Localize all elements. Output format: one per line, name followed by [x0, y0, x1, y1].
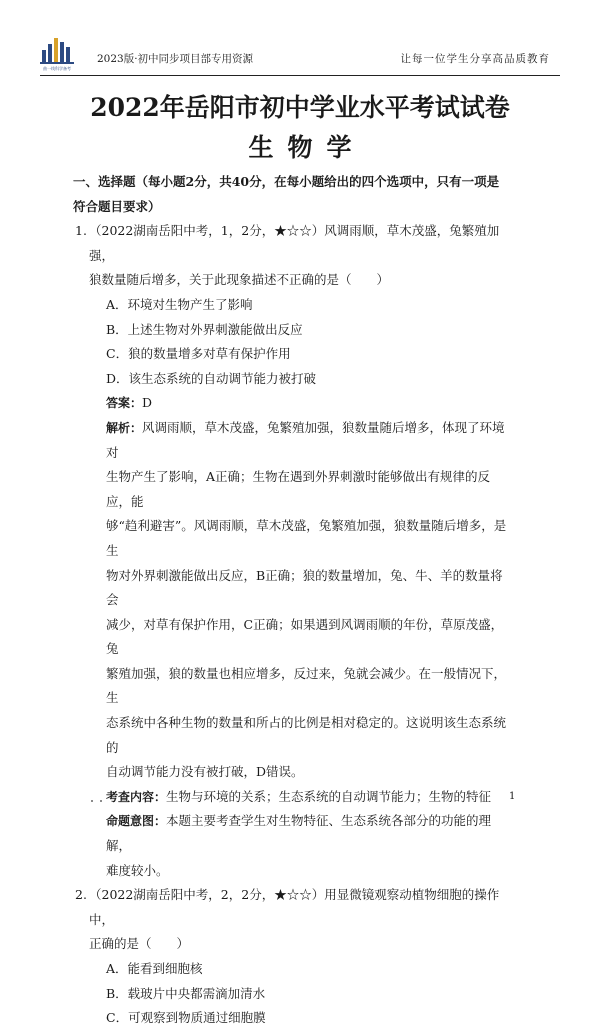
question-stem-line: （2022湖南岳阳中考，2，2分，★☆☆）用显微镜观察动植物细胞的操作中， [89, 887, 500, 927]
question-1 [75, 219, 515, 883]
header-divider [40, 75, 560, 76]
page-number: 1 [509, 791, 516, 802]
bar-chart-logo-icon [40, 34, 74, 66]
section-heading-line-1: 一、选择题（每小题2分，共40分，在每小题给出的四个选项中，只有一项是 [73, 174, 500, 189]
option-b: B．载玻片中央都需滴加清水 [106, 985, 266, 1001]
question-stem-line: （2022湖南岳阳中考，1，2分，★☆☆）风调雨顺，草木茂盛，兔繁殖加强， [89, 223, 500, 263]
analysis-line: 解析：风调雨顺，草木茂盛，兔繁殖加强，狼数量随后增多，体现了环境对 [106, 419, 505, 460]
question-number: 1. [75, 223, 87, 239]
question-stem-line: 正确的是（ ） [89, 936, 190, 952]
content-line [89, 785, 515, 810]
analysis-line: 够“趋利避害”。风调雨顺，草木茂盛，兔繁殖加强，狼数量随后增多，是生 [106, 518, 507, 558]
subject-title: 生物学 [248, 133, 366, 162]
answer-label: 答案： [106, 396, 143, 411]
option-d: D．该生态系统的自动调节能力被打破 [106, 370, 317, 386]
question-2 [75, 883, 515, 1031]
analysis-block [89, 416, 515, 785]
option-a: A．能看到细胞核 [106, 961, 203, 976]
answer-line [89, 391, 515, 416]
option-c: C．可观察到物质通过细胞膜 [106, 1010, 266, 1026]
intent-line: 难度较小。 [106, 862, 169, 878]
page-title: 2022年岳阳市初中学业水平考试试卷 [90, 93, 510, 122]
option-a: A．环境对生物产生了影响 [106, 296, 253, 312]
analysis-line: 物对外界刺激能做出反应，B正确；狼的数量增加，兔、牛、羊的数量将会 [106, 567, 503, 608]
option-c: C．狼的数量增多对草有保护作用 [106, 346, 291, 362]
content-label: 考查内容： [106, 789, 167, 804]
scan-mark [100, 800, 102, 802]
section-heading-line-2: 符合题目要求） [73, 198, 161, 214]
header-slogan: 让每一位学生分享高品质教育 [400, 53, 550, 65]
question-stem-line: 狼数量随后增多，关于此现象描述不正确的是（ ） [89, 272, 390, 288]
analysis-line: 生物产生了影响，A正确；生物在遇到外界刺激时能够做出有规律的反应，能 [106, 469, 491, 509]
question-number: 2. [75, 887, 87, 903]
option-b: B．上述生物对外界刺激能做出反应 [106, 321, 303, 337]
analysis-line: 态系统中各种生物的数量和所占的比例是相对稳定的。这说明该生态系统的 [106, 715, 507, 755]
analysis-line: 繁殖加强，狼的数量也相应增多，反过来，兔就会减少。在一般情况下，生 [106, 665, 507, 706]
logo-caption: 曲一线科学备考 [43, 66, 71, 71]
intent-line: 命题意图：本题主要考查学生对生物特征、生态系统各部分的功能的理解， [106, 813, 492, 854]
analysis-line: 自动调节能力没有被打破，D错误。 [106, 764, 304, 780]
analysis-line: 减少，对草有保护作用，C正确；如果遇到风调雨顺的年份，草原茂盛，兔 [106, 616, 504, 657]
header-resource-label: 2023版·初中同步项目部专用资源 [97, 53, 254, 65]
exam-body [73, 170, 515, 1031]
intent-block [89, 809, 515, 883]
publisher-logo [40, 34, 74, 72]
scan-mark [91, 800, 93, 802]
intent-label: 命题意图： [106, 814, 167, 829]
page-header [40, 34, 560, 76]
answer-value: D [142, 395, 153, 411]
section-heading [73, 170, 515, 219]
content-value: 生物与环境的关系；生态系统的自动调节能力；生物的特征 [166, 788, 492, 804]
analysis-label: 解析： [106, 420, 143, 435]
